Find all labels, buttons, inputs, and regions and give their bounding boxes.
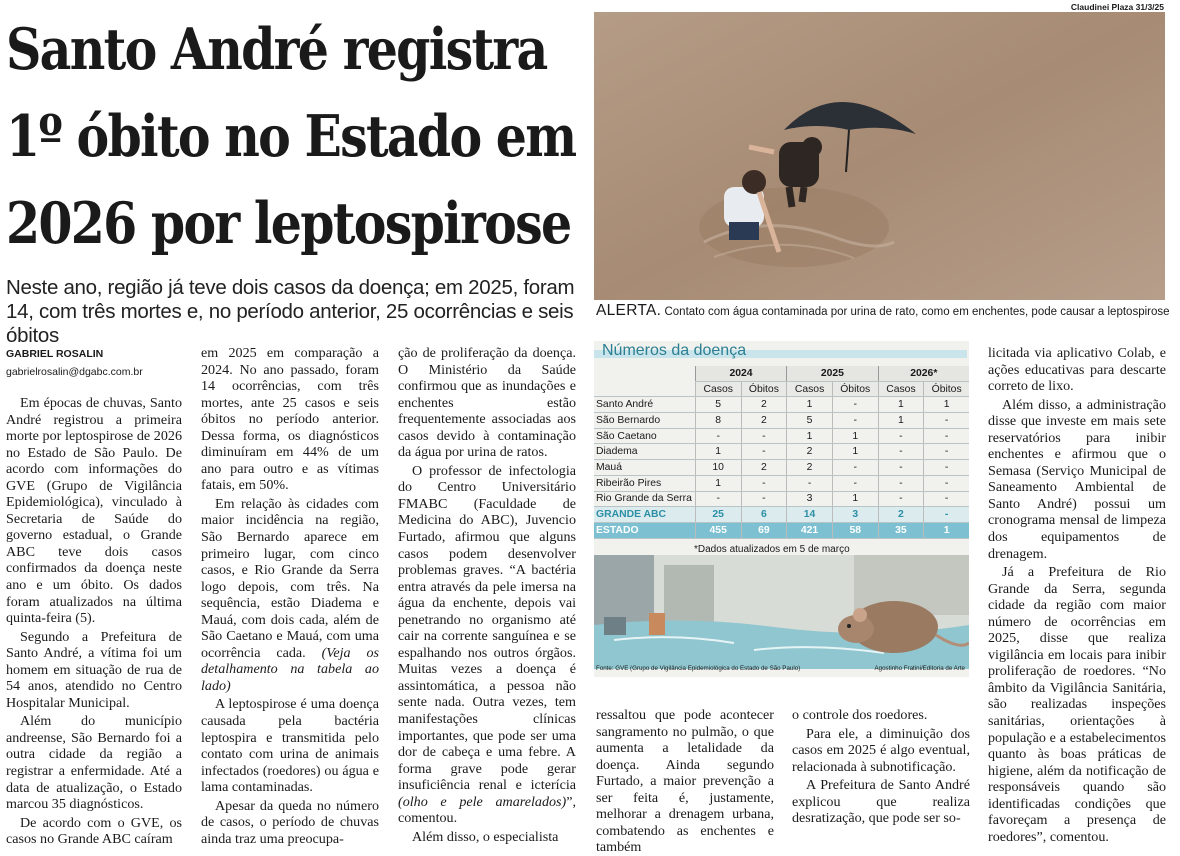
table-cell: 6: [741, 507, 787, 523]
sub-header: Casos: [787, 381, 833, 397]
article-column-1: [6, 395, 182, 848]
author-email[interactable]: gabrielrosalin@dgabc.com.br: [6, 366, 143, 378]
table-cell: 58: [832, 522, 878, 538]
table-cell: 1: [695, 475, 741, 491]
table-row: [594, 507, 969, 523]
table-cell: 2: [787, 444, 833, 460]
table-cell: 1: [832, 491, 878, 507]
table-row: [594, 460, 969, 476]
table-cell: 1: [787, 428, 833, 444]
table-cell: -: [924, 444, 969, 460]
table-cell: 1: [787, 397, 833, 413]
table-cell: -: [741, 475, 787, 491]
row-label: São Caetano: [594, 428, 695, 444]
row-label: São Bernardo: [594, 413, 695, 429]
paragraph: Segundo a Prefeitura de Santo André, a vítima foi um homem em situação de rua de 54 anos, atendido no Centro Hospitalar Municipal.: [6, 628, 182, 711]
table-cell: -: [695, 491, 741, 507]
table-cell: -: [878, 444, 924, 460]
table-cell: -: [787, 475, 833, 491]
paragraph: o controle dos roedores.: [792, 707, 928, 723]
table-cell: 1: [695, 444, 741, 460]
table-row: [594, 428, 969, 444]
row-label: Santo André: [594, 397, 695, 413]
table-cell: 1: [924, 397, 969, 413]
table-cell: 5: [787, 413, 833, 429]
table-row: [594, 522, 969, 538]
art-credit: Agostinho Fratini/Editoria de Arte: [874, 665, 965, 672]
paragraph: Além disso, a administração disse que investe em mais sete reservatórios para inibir enchentes e afirmou que o Semasa (Serviço Municipal de Saneamento Ambiental de Santo André) possui um cronograma mensal de limpeza dos equipamentos de drenagem.: [988, 396, 1166, 562]
source-credit: Fonte: GVE (Grupo de Vigilância Epidemiológica do Estado de São Paulo): [596, 665, 801, 672]
article-column-2: [201, 345, 379, 847]
photo-credit: Claudinei Plaza 31/3/25: [1070, 2, 1164, 12]
table-cell: 2: [741, 413, 787, 429]
table-cell: 1: [924, 522, 969, 538]
sub-header: Óbitos: [741, 381, 787, 397]
caption-text: Contato com água contaminada por urina de rato, como em enchentes, pode causar a leptospirose: [664, 306, 1170, 318]
table-row: [594, 491, 969, 507]
news-photo: [594, 12, 1165, 300]
italic-aside: (olho e pele amarelados): [398, 793, 567, 810]
paragraph: Já a Prefeitura de Rio Grande da Serra, segunda cidade da região com maior número de ocorrências em 2025, disse que realiza vigilância em locais para inibir proliferação de roedores. “No âmbito da Vigilância Sanitária, são realizadas inspeções sanitárias, orientações à população e a estabelecimentos quanto às boas práticas de higiene, além da notificação de responsáveis quando são identificadas condições que favoreçam a presença de roedores”, comentou.: [988, 564, 1166, 845]
table-cell: 1: [832, 428, 878, 444]
table-cell: 1: [878, 397, 924, 413]
empty-corner: [594, 381, 695, 397]
table-row: [594, 413, 969, 429]
table-cell: 10: [695, 460, 741, 476]
rat-illustration: [594, 555, 969, 669]
headline-line-1: Santo André registra: [6, 16, 547, 83]
table-cell: 35: [878, 522, 924, 538]
article-column-4: [596, 707, 774, 856]
paragraph: Apesar da queda no número de casos, o período de chuvas ainda traz uma preocupa-: [201, 797, 379, 847]
table-note: *Dados atualizados em 5 de março: [694, 544, 850, 555]
article-column-5: [792, 707, 970, 827]
paragraph: A Prefeitura de Santo André explicou que realiza desratização, que pode ser so-: [792, 777, 970, 827]
empty-corner: [594, 366, 695, 381]
headline-line-3: 2026 por leptospirose: [6, 190, 571, 257]
table-cell: 455: [695, 522, 741, 538]
table-row: [594, 444, 969, 460]
data-infobox: [594, 341, 969, 677]
sub-header: Óbitos: [924, 381, 969, 397]
caption-lead: ALERTA.: [596, 302, 662, 319]
table-cell: 25: [695, 507, 741, 523]
table-cell: -: [924, 475, 969, 491]
photo-caption: [596, 302, 1168, 320]
table-cell: -: [832, 475, 878, 491]
table-cell: 8: [695, 413, 741, 429]
row-label: GRANDE ABC: [594, 507, 695, 523]
paragraph: Para ele, a diminuição dos casos em 2025 é algo eventual, relacionada à subnotificação.: [792, 725, 970, 775]
table-body: [594, 397, 969, 538]
table-cell: 1: [832, 444, 878, 460]
table-cell: 1: [878, 413, 924, 429]
cases-table: [594, 366, 969, 539]
table-cell: -: [924, 413, 969, 429]
table-cell: -: [832, 397, 878, 413]
table-cell: 2: [878, 507, 924, 523]
article-column-6: [988, 345, 1166, 845]
table-cell: 3: [832, 507, 878, 523]
table-cell: -: [924, 491, 969, 507]
row-label: Rio Grande da Serra: [594, 491, 695, 507]
row-label: Diadema: [594, 444, 695, 460]
paragraph: Em épocas de chuvas, Santo André registrou a primeira morte por leptospirose de 2026 no Estado de São Paulo. De acordo com informações do GVE (Grupo de Vigilância Epidemiológica), vinculado à Secretaria de Saúde do governo estadual, o Grande ABC teve dois casos confirmados da doença neste ano e um óbito. Os dados foram atualizados na última quinta-feira (5).: [6, 395, 182, 627]
table-cell: -: [741, 491, 787, 507]
paragraph: [201, 496, 379, 695]
subheadline: Neste ano, região já teve dois casos da doença; em 2025, foram 14, com três mortes e, no período anterior, 25 ocorrências e seis óbitos: [6, 276, 575, 347]
row-label: ESTADO: [594, 522, 695, 538]
paragraph: Além do município andreense, São Bernardo foi a outra cidade da região a registrar a enfermidade. Até a data de atualização, o Estado marcou 35 diagnósticos.: [6, 713, 182, 813]
table-cell: 421: [787, 522, 833, 538]
sub-header: Casos: [878, 381, 924, 397]
paragraph: em 2025 em comparação a 2024. No ano passado, foram 14 ocorrências, com três mortes, ante 25 casos e seis óbitos no período anterior. Dessa forma, os diagnósticos diminuíram em 44% de um ano para outro e as vítimas fatais, em 50%.: [201, 345, 379, 494]
headline-line-2: 1º óbito no Estado em: [6, 103, 576, 170]
table-cell: 5: [695, 397, 741, 413]
table-cell: 2: [741, 460, 787, 476]
headline: [6, 6, 599, 267]
table-cell: -: [741, 444, 787, 460]
table-cell: -: [878, 491, 924, 507]
paragraph-text-end: ”, comentou.: [398, 793, 576, 827]
table-cell: -: [878, 428, 924, 444]
paragraph: Além disso, o especialista: [412, 828, 559, 845]
paragraph: [398, 463, 576, 827]
paragraph: De acordo com o GVE, os casos no Grande ABC caíram: [6, 814, 182, 848]
row-label: Ribeirão Pires: [594, 475, 695, 491]
table-cell: -: [878, 460, 924, 476]
table-cell: 14: [787, 507, 833, 523]
table-cell: -: [924, 507, 969, 523]
infobox-title: Números da doença: [602, 342, 747, 359]
year-header: 2024: [695, 366, 786, 381]
year-header: 2026*: [878, 366, 969, 381]
paragraph: A leptospirose é uma doença causada pela bactéria leptospira e transmitida pelo contato com urina de animais infectados (roedores) ou água e lama contaminadas.: [201, 696, 379, 796]
sub-header: Óbitos: [832, 381, 878, 397]
table-cell: -: [832, 413, 878, 429]
paragraph-text: O professor de infectologia do Centro Universitário FMABC (Faculdade de Medicina do ABC), Juvencio Furtado, afirmou que alguns casos podem desenvolver problemas graves. “A bactéria entra através da pele imersa na água da enchente, depois vai penetrando no organismo até cair na corrente sanguínea e se espalhando nos outros órgãos. Muitas vezes a doença é assintomática, a pessoa não sente nada. Outra vezes, tem manifestações clínicas importantes, que pode ser uma dor de cabeça e uma febre. A forma grave pode gerar insuficiência renal e icterícia: [398, 462, 576, 794]
table-cell: 2: [787, 460, 833, 476]
table-cell: 69: [741, 522, 787, 538]
table-cell: -: [741, 428, 787, 444]
table-row: [594, 475, 969, 491]
year-header: 2025: [787, 366, 878, 381]
paragraph-text: Em relação às cidades com maior incidência na região, São Bernardo aparece em primeiro lugar, com cinco casos, e Rio Grande da Serra logo depois, com três. Na sequência, estão Diadema e Mauá, com dois cada, além de São Caetano e Mauá, com uma ocorrência cada.: [201, 495, 379, 661]
table-cell: -: [924, 460, 969, 476]
paragraph: ção de proliferação da doença. O Ministério da Saúde confirmou que as inundações e enchentes estão frequentemente associadas aos casos devido à contaminação da água por urina de ratos.: [398, 345, 576, 461]
row-label: Mauá: [594, 460, 695, 476]
sub-header: Casos: [695, 381, 741, 397]
byline: GABRIEL ROSALIN: [6, 348, 104, 360]
table-cell: -: [695, 428, 741, 444]
article-column-3: [398, 345, 576, 845]
table-cell: 3: [787, 491, 833, 507]
paragraph: ressaltou que pode acontecer sangramento no pulmão, o que aumenta a letalidade da doença. Ainda segundo Furtado, a maior prevenção a ser feita é, justamente, melhorar a drenagem urbana, combatendo as enchentes e também: [596, 707, 774, 856]
table-row: [594, 397, 969, 413]
table-cell: -: [878, 475, 924, 491]
paragraph: licitada via aplicativo Colab, e ações educativas para descarte correto de lixo.: [988, 345, 1166, 395]
table-cell: -: [832, 460, 878, 476]
table-cell: -: [924, 428, 969, 444]
table-reference: (Veja os detalhamento na tabela ao lado): [201, 644, 379, 694]
table-cell: 2: [741, 397, 787, 413]
